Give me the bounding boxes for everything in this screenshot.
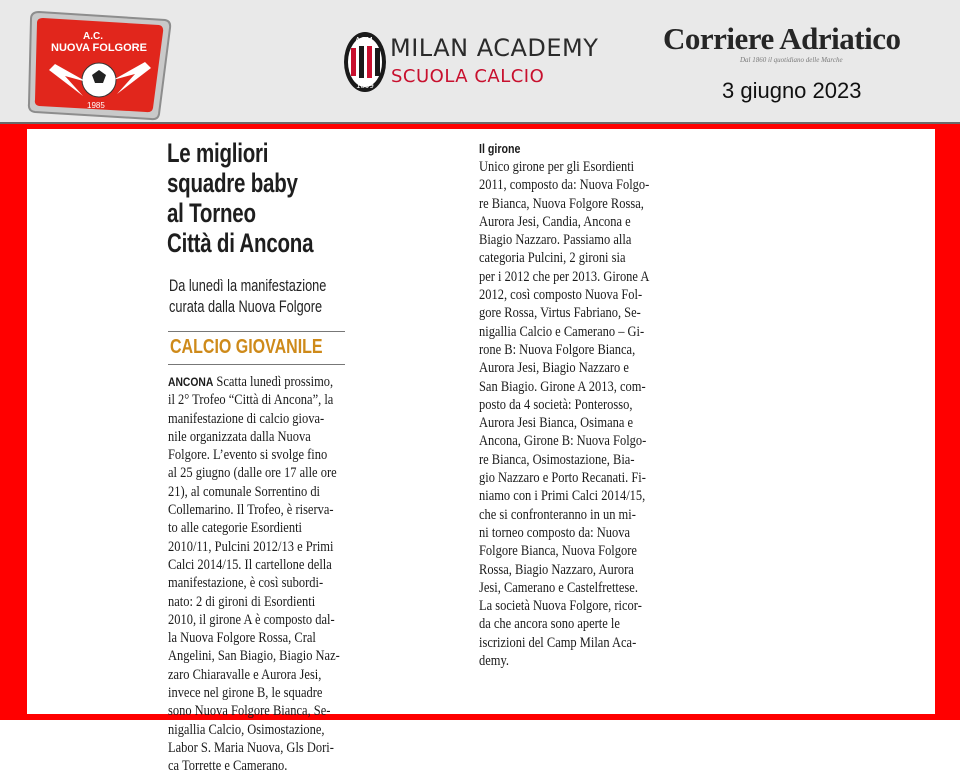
column-line: da che ancora sono aperte le (479, 616, 620, 633)
dateline: ANCONA (168, 375, 214, 389)
column-line: sono Nuova Folgore Bianca, Se- (168, 703, 331, 720)
headline-line: Le migliori (167, 138, 269, 168)
column-line: Rossa, Biagio Nazzaro, Aurora (479, 561, 634, 578)
column-line: il 2° Trofeo “Città di Ancona”, la (168, 392, 334, 409)
column-line: Folgore. L’evento si svolge fino (168, 447, 328, 464)
column-line: nigallia Calcio, Osimostazione, (168, 721, 325, 738)
headline-line: al Torneo (167, 198, 256, 228)
section-rule-top (168, 331, 345, 332)
article-column-2 (479, 158, 679, 670)
svg-text:1985: 1985 (87, 101, 105, 110)
column-line: Aurora Jesi, Candia, Ancona e (479, 213, 631, 230)
column-line: gio Nazzaro e Porto Recanati. Fi- (479, 470, 646, 487)
headline-line: Città di Ancona (167, 228, 314, 258)
column-line: nile organizzata dalla Nuova (168, 428, 311, 445)
article-subhead (169, 275, 349, 317)
column-line: Folgore Bianca, Nuova Folgore (479, 543, 637, 560)
newspaper-masthead: Corriere Adriatico (663, 21, 901, 56)
column-line: La società Nuova Folgore, ricor- (479, 598, 642, 615)
publication-date: 3 giugno 2023 (722, 78, 862, 103)
column-line: gore Rossa, Virtus Fabriano, Se- (479, 305, 641, 322)
column-line: 2011, composto da: Nuova Folgo- (479, 177, 650, 194)
column-line: 2010, il girone A è composto dal- (168, 611, 335, 628)
column-line: ni torneo composto da: Nuova (479, 524, 631, 541)
column-line: al 25 giugno (dalle ore 17 alle ore (168, 465, 337, 482)
svg-text:A.C.: A.C. (83, 31, 103, 42)
column-line: 21), al comunale Sorrentino di (168, 483, 321, 500)
column-line: posto da 4 società: Ponterosso, (479, 396, 633, 413)
column-line: Unico girone per gli Esordienti (479, 159, 635, 175)
column-2-heading: Il girone (479, 141, 521, 156)
column-line: rone B: Nuova Folgore Bianca, (479, 341, 636, 358)
column-line: Ancona, Girone B: Nuova Folgo- (479, 433, 647, 450)
column-line: manifestazione di calcio giova- (168, 410, 325, 427)
column-line (168, 373, 334, 391)
column-line: Biagio Nazzaro. Passiamo alla (479, 232, 632, 249)
column-line: Angelini, San Biagio, Biagio Naz- (168, 648, 340, 665)
headline-line: squadre baby (167, 168, 298, 198)
column-line: Aurora Jesi Bianca, Osimana e (479, 415, 634, 432)
column-line: che si confronteranno in un mi- (479, 506, 636, 523)
column-line: invece nel girone B, le squadre (168, 685, 323, 702)
column-line: la Nuova Folgore Rossa, Cral (168, 630, 316, 647)
column-line: Labor S. Maria Nuova, Gls Dori- (168, 739, 334, 756)
subhead-line: Da lunedì la manifestazione (169, 276, 327, 295)
column-line: Jesi, Camerano e Castelfrettese. (479, 579, 638, 596)
nuova-folgore-logo (25, 10, 173, 122)
column-line: demy. (479, 653, 510, 670)
column-line: iscrizioni del Camp Milan Aca- (479, 634, 637, 651)
column-line: Calci 2014/15. Il cartellone della (168, 556, 332, 573)
column-line: Aurora Jesi, Biagio Nazzaro e (479, 360, 629, 377)
column-line: nigallia Calcio e Camerano – Gi- (479, 323, 645, 340)
section-label: CALCIO GIOVANILE (170, 336, 323, 358)
column-line: Collemarino. Il Trofeo, è riserva- (168, 502, 334, 519)
column-line: niamo con i Primi Calci 2014/15, (479, 488, 646, 505)
article-headline (167, 138, 319, 258)
acm-crest-icon (342, 30, 388, 94)
svg-text:NUOVA FOLGORE: NUOVA FOLGORE (51, 42, 147, 54)
column-line: re Bianca, Nuova Folgore Rossa, (479, 195, 644, 212)
column-line: 2010/11, Pulcini 2012/13 e Primi (168, 538, 334, 555)
column-line: re Bianca, Osimostazione, Bia- (479, 451, 635, 468)
academy-subtitle: SCUOLA CALCIO (391, 66, 545, 87)
svg-text:ACM: ACM (355, 36, 373, 45)
subhead-line: curata dalla Nuova Folgore (169, 297, 323, 316)
column-line: categoria Pulcini, 2 gironi sia (479, 250, 626, 267)
svg-text:1899: 1899 (356, 82, 374, 90)
column-line: per i 2012 che per 2013. Girone A (479, 268, 650, 285)
column-line: 2012, così composto Nuova Fol- (479, 287, 643, 304)
column-line: manifestazione, è così subordi- (168, 575, 324, 592)
article-column-1 (168, 373, 358, 776)
first-line-text: Scatta lunedì prossimo, (213, 374, 334, 390)
newspaper-tagline: Dal 1860 il quotidiano delle Marche (740, 56, 843, 64)
section-rule-bottom (168, 364, 345, 365)
column-line: ca Torrette e Camerano. (168, 758, 288, 775)
academy-title: MILAN ACADEMY (390, 34, 599, 62)
column-line: San Biagio. Girone A 2013, com- (479, 378, 646, 395)
column-line: to alle categorie Esordienti (168, 520, 302, 537)
column-line: zaro Chiaravalle e Aurora Jesi, (168, 666, 322, 683)
column-line: nato: 2 di gironi di Esordienti (168, 593, 316, 610)
milan-academy-logo (340, 28, 630, 100)
